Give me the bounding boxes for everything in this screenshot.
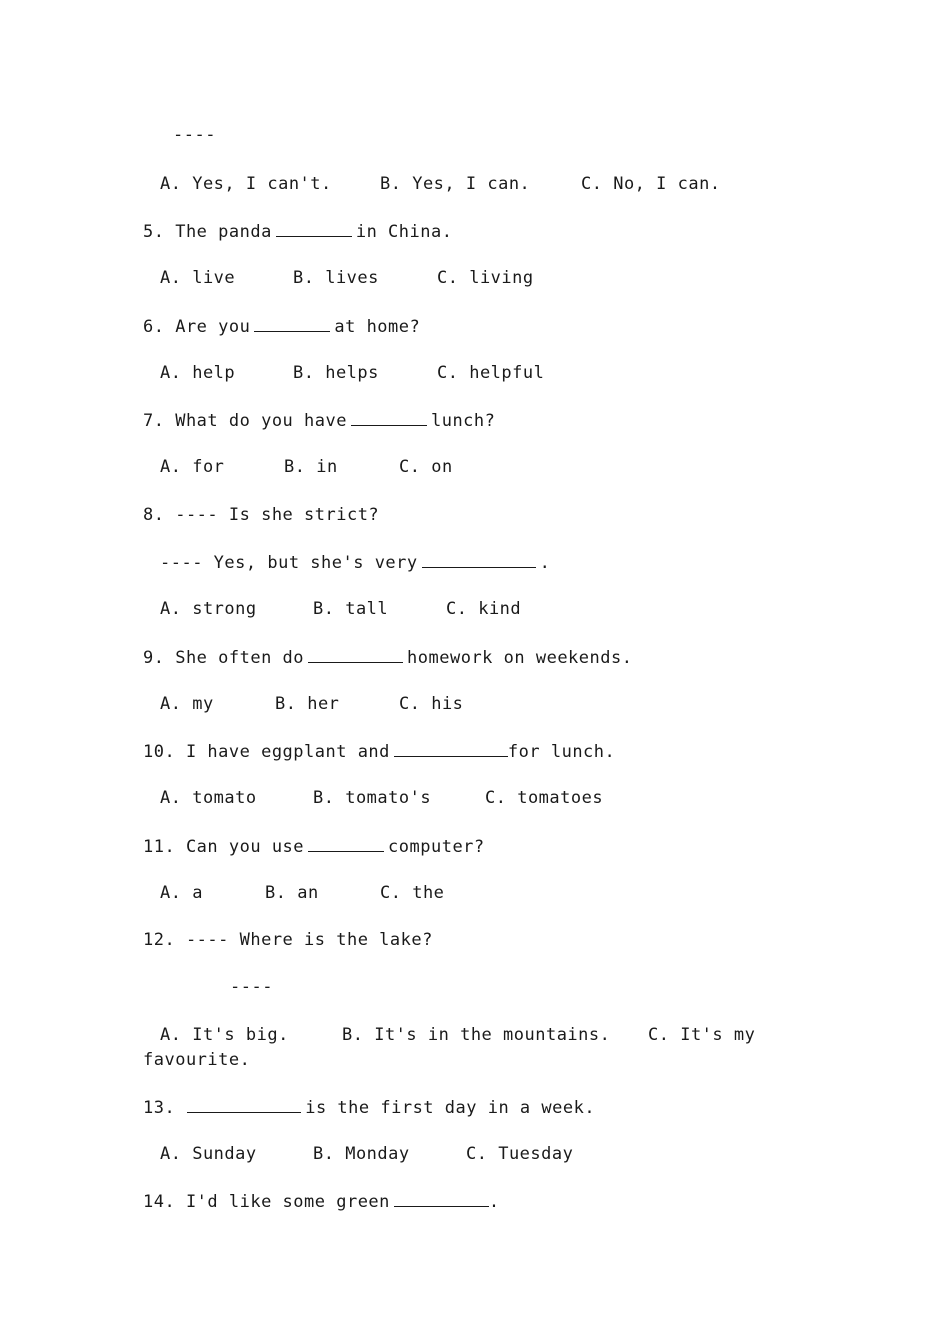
q14-question-start: 14. I'd like some green [143, 1192, 390, 1212]
q6-option-b: B. helps [293, 363, 379, 383]
q4-answer-dash: ---- [173, 125, 216, 145]
q8-response-start: ---- Yes, but she's very [160, 553, 418, 573]
q14-question [143, 1190, 500, 1213]
q5-blank [276, 220, 352, 237]
q9-option-b: B. her [275, 694, 340, 714]
q12-answer-dash: ---- [230, 977, 273, 997]
q11-option-a: A. a [160, 883, 203, 903]
q4-option-b: B. Yes, I can. [380, 174, 531, 194]
q5-option-b: B. lives [293, 268, 379, 288]
q10-option-b: B. tomato's [313, 788, 432, 808]
q12-option-c-wrap: favourite. [143, 1050, 251, 1070]
q9-option-a: A. my [160, 694, 214, 714]
q7-question-start: 7. What do you have [143, 411, 347, 431]
q8-option-b: B. tall [313, 599, 389, 619]
q8-blank [422, 551, 536, 568]
q11-option-c: C. the [380, 883, 445, 903]
q5-question-end: in China. [355, 222, 453, 242]
q11-blank [308, 835, 384, 852]
q13-question-start: 13. [143, 1098, 176, 1118]
q13-blank [187, 1096, 301, 1113]
q6-question-start: 6. Are you [143, 317, 251, 337]
q11-option-b: B. an [265, 883, 319, 903]
q7-question [143, 409, 495, 432]
q9-question-end: homework on weekends. [407, 648, 633, 668]
q12-option-a: A. It's big. [160, 1025, 289, 1045]
q8-response [160, 551, 550, 574]
q9-option-c: C. his [399, 694, 464, 714]
q6-option-c: C. helpful [437, 363, 545, 383]
q5-question [143, 220, 452, 243]
q5-question-start: 5. The panda [143, 222, 272, 242]
q7-blank [351, 409, 427, 426]
q6-blank [254, 315, 330, 332]
q8-response-end: . [539, 553, 551, 573]
q4-option-a: A. Yes, I can't. [160, 174, 332, 194]
q6-option-a: A. help [160, 363, 236, 383]
q7-option-c: C. on [399, 457, 453, 477]
q10-question-end: for lunch. [507, 742, 616, 762]
q11-question-end: computer? [388, 837, 485, 857]
q9-blank [308, 646, 403, 663]
q10-blank [394, 740, 508, 757]
q8-option-c: C. kind [446, 599, 522, 619]
q13-question-end: is the first day in a week. [305, 1098, 596, 1118]
q9-question-start: 9. She often do [143, 648, 305, 668]
q11-question [143, 835, 485, 858]
q7-option-a: A. for [160, 457, 225, 477]
q13-option-a: A. Sunday [160, 1144, 257, 1164]
q5-option-a: A. live [160, 268, 236, 288]
q11-question-start: 11. Can you use [143, 837, 305, 857]
q6-question [143, 315, 420, 338]
q6-question-end: at home? [334, 317, 421, 337]
q13-option-b: B. Monday [313, 1144, 410, 1164]
q10-question-start: 10. I have eggplant and [143, 742, 390, 762]
q8-question: 8. ---- Is she strict? [143, 505, 380, 525]
q5-option-c: C. living [437, 268, 534, 288]
q7-question-end: lunch? [430, 411, 496, 431]
q10-question [143, 740, 615, 763]
q13-option-c: C. Tuesday [466, 1144, 574, 1164]
q10-option-c: C. tomatoes [485, 788, 604, 808]
q12-option-b: B. It's in the mountains. [342, 1025, 611, 1045]
q14-blank [394, 1190, 489, 1207]
q12-question: 12. ---- Where is the lake? [143, 930, 433, 950]
q10-option-a: A. tomato [160, 788, 257, 808]
q13-question [143, 1096, 595, 1119]
q4-option-c: C. No, I can. [581, 174, 721, 194]
q7-option-b: B. in [284, 457, 338, 477]
q8-option-a: A. strong [160, 599, 257, 619]
q12-option-c: C. It's my [648, 1025, 756, 1045]
q9-question [143, 646, 632, 669]
q14-question-end: . [488, 1192, 500, 1212]
